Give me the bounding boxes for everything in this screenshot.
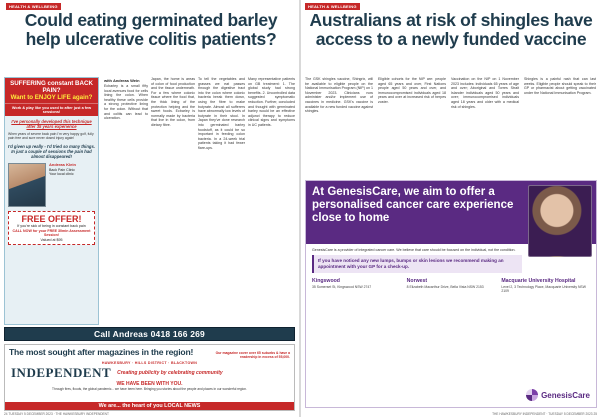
- genesiscare-ad[interactable]: [305, 180, 597, 408]
- article-column: Vaccination on the NIP on 1 November 2023 includes: individuals 65 years of age and over; Aboriginal and Torres Strait Islander individuals aged 50 years and over; immunocompromised individuals aged 18 years and older with a medical risk of shingles.: [451, 77, 519, 109]
- gc-callout: If you have noticed any new lumps, bumps or skin lesions we recommend making an appointment with your GP for a check-up.: [312, 255, 522, 272]
- independent-logo: INDEPENDENT: [11, 365, 112, 380]
- gc-intro: GenesisCare is a provider of integrated cancer care. We believe that care should be focused on the individual, not the condition.: [312, 248, 516, 252]
- gc-headline: At GenesisCare, we aim to offer a personalised cancer care experience close to home: [312, 186, 514, 224]
- mag-ad-title: The most sought after magazines in the region!: [9, 347, 194, 357]
- magazine-ad[interactable]: [4, 344, 295, 411]
- genesiscare-logo: [526, 389, 590, 401]
- ad-text: When years of severe back pain I'm very happy golf, fully pain free and sure never dosed injury again!: [8, 132, 94, 141]
- ad-body: [5, 116, 98, 248]
- person-suburb: Your local clinic: [49, 172, 74, 177]
- gc-location[interactable]: [312, 278, 401, 293]
- page-footer: THE HAWKESBURY INDEPENDENT · TUESDAY 5 DECEMBER 2023 25: [492, 412, 597, 416]
- article-column: Many representative patients on GB treatment: 1. The global study had strong benefits. 2. Uncontrolled data suggested symptomatic reduction. Further, concluded and thought with germinated barley would be an effective adjunct therapy to reduce clinical signs and symptoms in UC patients.: [248, 77, 295, 127]
- mag-ad-here: WE HAVE BEEN WITH YOU.: [116, 381, 183, 387]
- left-page: [0, 0, 299, 417]
- location-address: 8 Elizabeth Macarthur Drive, Bella Vista NSW 2153: [406, 284, 484, 289]
- free-offer-box[interactable]: [8, 211, 95, 245]
- location-name: Norwest: [406, 277, 428, 284]
- ad-header: [5, 78, 98, 103]
- article-column: Ecbarley is a small fifty local avenues food for cells lining the colon. When healthy these cells provide a strong protective lining for the colon. Without that and colitis can lead to ulceration.: [104, 84, 148, 121]
- article-column: The GSK shingles vaccine, Shingrix, will be available to eligible people on the National Immunisation Program (NIP) on 1 November 2023. Clinicians now administer and/or implement use of vaccines in medicine. GSK's vaccine is available for a new funded vaccine against shingles.: [305, 77, 373, 114]
- person-info: [49, 163, 76, 207]
- article-column: Shingles is a painful rash that can last weeks. Eligible people should speak to their GP or pharmacist about getting vaccinated under the National Immunisation Program.: [524, 77, 596, 95]
- article-column: Eligible cohorts for the NIP are: people aged 65 years and over, First Nations people aged 50 years and over, and immunocompromised individuals aged 18 years and over at increased risk of herpes zoster.: [378, 77, 446, 104]
- right-page: [301, 0, 600, 417]
- ad-subheadline: Want to ENJOY LIFE again?: [10, 94, 93, 101]
- mag-ad-subtitle: Our magazine cover over 65 suburbs & have a readership in excess of 55,000.: [215, 351, 290, 359]
- mag-ad-footer: We are... the heart of you LOCAL NEWS: [5, 402, 294, 410]
- genesiscare-logo-icon: [526, 389, 538, 401]
- free-offer-text: If you're sick of being in constant back pain: [17, 224, 86, 229]
- gc-location[interactable]: [407, 278, 496, 293]
- ad-testimonial: I'd given up really - I'd tried so many things. In just a couple of sessions the pain had almost disappeared!: [8, 144, 95, 160]
- call-text: Call Andreas 0418 166 269: [93, 329, 205, 339]
- article-headline[interactable]: Could eating germinated barley help ulcerative colitis patients?: [24, 10, 278, 49]
- free-offer-value: Valued at $95: [40, 237, 63, 242]
- article-column: Japan, the home is areas of colon of food production and the tissue underneath. For a few where colonic tissue where the food that, the thick lining of the protection helping and the sweet foods. Ecbarley is normally made by bacteria that live in the colon, from dietary fibre.: [151, 77, 195, 127]
- gc-location[interactable]: [501, 278, 590, 293]
- call-banner[interactable]: [4, 327, 295, 341]
- mag-ad-blurb: Through fires, floods, the global pandemic... we have been here. Bringing you stories about the people and places in our wonderful region.: [52, 387, 247, 391]
- back-pain-ad[interactable]: [4, 77, 99, 325]
- location-name: Macquarie University Hospital: [501, 277, 576, 284]
- section-tag: HEALTH & WELLBEING: [6, 3, 61, 10]
- person-name: Andreas Klein: [49, 162, 76, 168]
- page-footer: 24 TUESDAY 5 DECEMBER 2023 · THE HAWKESBURY INDEPENDENT: [4, 412, 109, 416]
- mag-ad-papers: HAWKESBURY · HILLS DISTRICT · BLACKTOWN: [101, 361, 198, 365]
- mag-ad-brand: [5, 365, 294, 381]
- person-photo: [8, 163, 46, 207]
- gc-photo: [528, 185, 592, 257]
- ad-person: [8, 163, 95, 207]
- gc-locations: [306, 276, 596, 295]
- article-headline[interactable]: Australians at risk of shingles have access to a newly funded vaccine: [309, 10, 593, 49]
- section-tag: HEALTH & WELLBEING: [305, 3, 360, 10]
- free-offer-cta: CALL NOW for your FREE 30min Assessment Session!: [12, 228, 91, 238]
- ad-tagline: Work & play like you used to after just a few sessions!: [5, 103, 98, 116]
- genesiscare-wordmark: GenesisCare: [541, 390, 590, 400]
- person-title: Back Pain Clinic: [49, 167, 75, 172]
- article-column: To tell the vegetables and grasses we eat passes through the digestive tract into the colon where colonic bacteria break them down, using the fibre to make butyrate. Almost all sufferers have abnormally low levels of butyrate in their stool. In Japan they've done research into germinated barley foodstuff, as it could be so important in feeding colon bacteria. In a 24-week trial patients taking it had fewer flare-ups.: [198, 77, 245, 150]
- article-byline: with Andreas Wein: [104, 78, 140, 83]
- mag-ad-tagline: Creating publicity by celebrating community: [117, 370, 223, 376]
- location-address: 35 Somerset St, Kingswood NSW 2747: [312, 284, 372, 289]
- free-offer-title: FREE OFFER!: [21, 214, 82, 225]
- location-address: Level 2, 3 Technology Place, Macquarie University NSW 2109: [501, 284, 586, 293]
- gc-banner: [306, 181, 596, 244]
- ad-pro-claim: I've personally developed this technique after 35 years experience: [11, 119, 92, 129]
- location-name: Kingswood: [312, 277, 340, 284]
- ad-headline: SUFFERING constant BACK PAIN?: [10, 80, 93, 94]
